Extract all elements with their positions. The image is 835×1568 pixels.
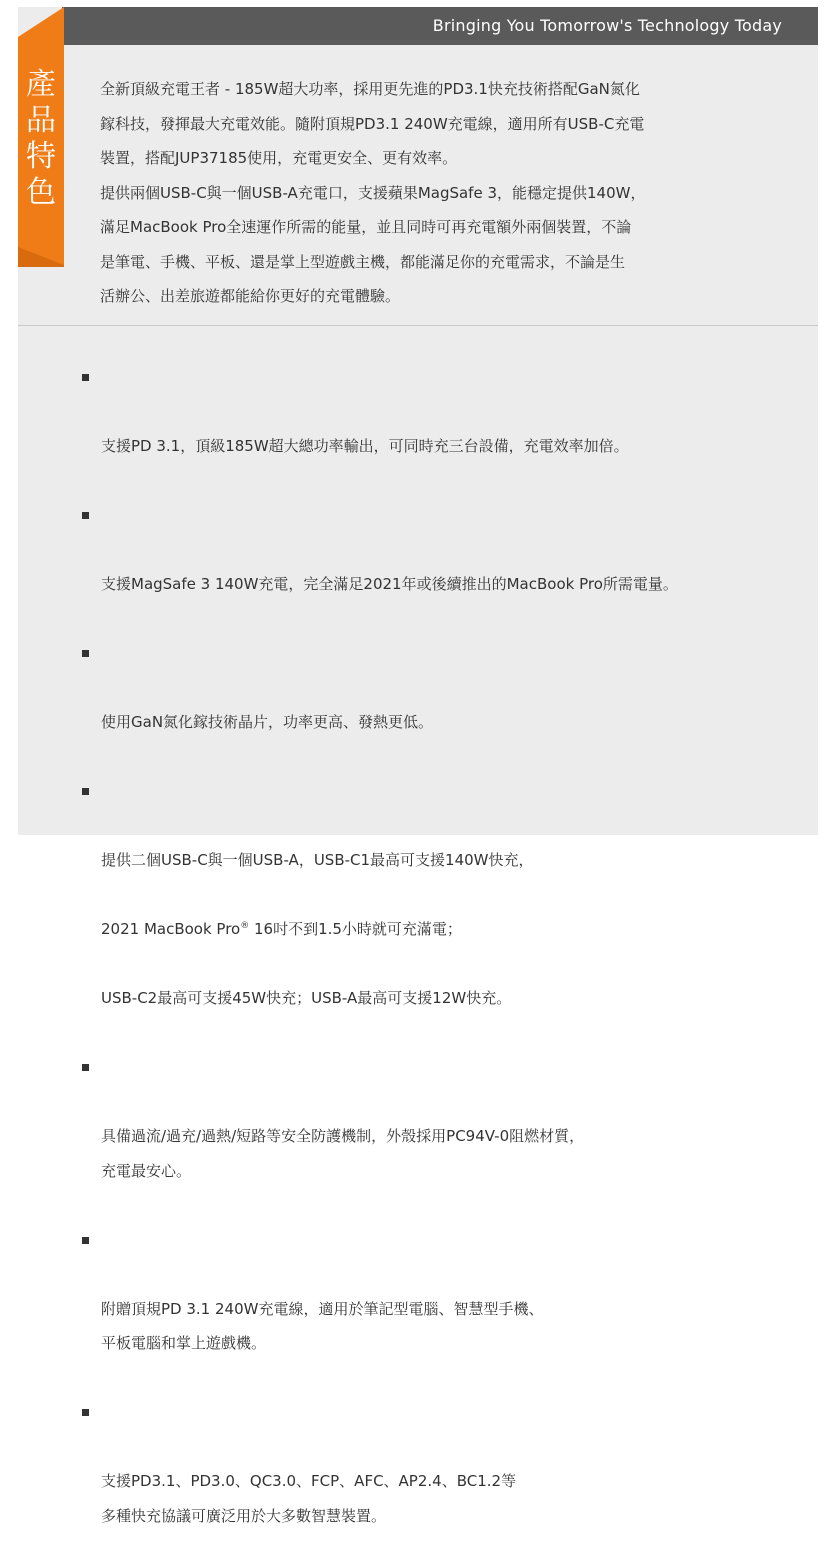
intro-paragraph-1: 全新頂級充電王者 - 185W超大功率，採用更先進的PD3.1快充技術搭配GaN氮化 鎵科技，發揮最大充電效能。隨附頂規PD3.1 240W充電線，適用所有USB-C充電 裝置，搭配JUP37185使用，充電更安全、更有效率。 [100,80,645,167]
feature-text-line: USB-C2最高可支援45W快充；USB-A最高可支援12W快充。 [101,989,512,1007]
header-tagline: Bringing You Tomorrow's Technology Today [432,16,782,35]
square-bullet-icon [82,788,89,795]
square-bullet-icon [82,1064,89,1071]
feature-text: 支援MagSafe 3 140W充電，完全滿足2021年或後續推出的MacBook Pro所需電量。 [101,575,678,593]
side-tab-char: 品 [26,103,56,138]
feature-item [82,1050,812,1223]
registered-mark: ® [240,921,250,931]
feature-text-part: 2021 MacBook Pro [101,920,241,938]
feature-text: 附贈頂規PD 3.1 240W充電線，適用於筆記型電腦、智慧型手機、 平板電腦和掌上遊戲機。 [101,1299,544,1352]
intro-paragraph-2: 提供兩個USB-C與一個USB-A充電口，支援蘋果MagSafe 3，能穩定提供140W， 滿足MacBook Pro全速運作所需的能量，並且同時可再充電額外兩個裝置，不論 是筆電、手機、平板、還是掌上型遊戲主機，都能滿足你的充電需求，不論是生 活辦公、出差旅遊都能給你更好的充電體驗。 [100,183,646,305]
feature-text-line [101,912,812,947]
side-tab-char: 特 [26,139,56,174]
feature-text: 支援PD 3.1，頂級185W超大總功率輸出，可同時充三台設備，充電效率加倍。 [101,437,629,455]
side-tab-char: 色 [26,175,56,210]
square-bullet-icon [82,650,89,657]
feature-list [82,360,812,1568]
feature-text: 具備過流/過充/過熱/短路等安全防護機制，外殼採用PC94V-0阻燃材質， 充電最安心。 [101,1127,585,1180]
square-bullet-icon [82,512,89,519]
square-bullet-icon [82,1237,89,1244]
feature-text: 提供二個USB-C與一個USB-A，USB-C1最高可支援140W快充， [101,851,534,869]
feature-item [82,360,812,498]
feature-item [82,636,812,774]
intro-section [100,72,800,314]
header-bar [62,7,818,45]
side-tab-label [18,67,64,211]
square-bullet-icon [82,374,89,381]
feature-text: 使用GaN氮化鎵技術晶片，功率更高、發熱更低。 [101,713,434,731]
feature-text-part: 16吋不到1.5小時就可充滿電； [249,920,462,938]
feature-item [82,1223,812,1396]
feature-item [82,1395,812,1568]
feature-item [82,498,812,636]
feature-text: 支援PD3.1、PD3.0、QC3.0、FCP、AFC、AP2.4、BC1.2等 多種快充協議可廣泛用於大多數智慧裝置。 [101,1472,517,1525]
feature-item [82,774,812,1050]
section-divider [18,325,818,326]
side-tab-char: 產 [26,67,56,102]
product-features-tab [18,7,64,267]
square-bullet-icon [82,1409,89,1416]
